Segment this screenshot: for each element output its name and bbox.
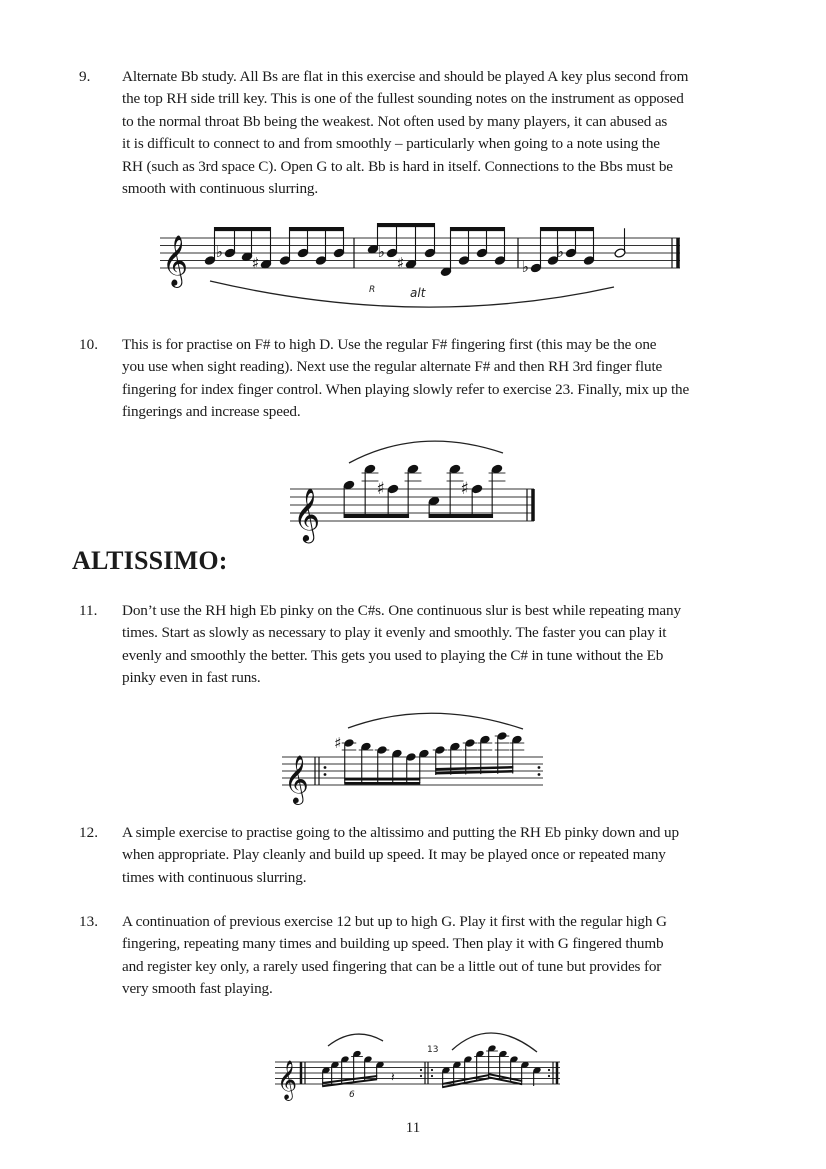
sharp-icon: ♯ (460, 479, 469, 499)
exercise-number: 9. (79, 68, 91, 85)
section-heading: ALTISSIMO: (72, 546, 228, 575)
flat-icon: ♭ (521, 257, 529, 277)
text-line: you use when sight reading). Next use the regular alternate F# and then RH 3rd finger flute (122, 358, 663, 376)
exercise-number: 11. (79, 602, 98, 619)
flat-icon: ♭ (556, 242, 564, 262)
text-line: it is difficult to connect to and from smoothly – particularly when going to a note using the (122, 135, 660, 153)
slur (328, 1034, 383, 1046)
text-line: when appropriate. Play cleanly and build up speed. It may be played once or repeated many (122, 846, 666, 864)
text-line: fingering for index finger control. When playing slowly refer to exercise 23. Finally, mix up the (122, 380, 690, 398)
sharp-icon: ♯ (396, 253, 405, 273)
quarter-rest-icon: 𝄽 (391, 1070, 395, 1084)
text-line: fingerings and increase speed. (122, 403, 301, 421)
tuplet-label: 6 (349, 1090, 355, 1100)
sharp-icon: ♯ (376, 479, 385, 499)
treble-clef-icon: 𝄞 (284, 754, 309, 803)
text-line: smooth with continuous slurring. (122, 180, 319, 198)
page-number: 11 (405, 1120, 421, 1136)
text-line: This is for practise on F# to high D. Use the regular F# fingering first (this may be the one (122, 336, 657, 353)
text-line: A continuation of previous exercise 12 but up to high G. Play it first with the regular high G (122, 913, 667, 930)
annotation-alt: alt (410, 286, 426, 300)
treble-clef-icon: 𝄞 (162, 235, 189, 286)
text-line: A simple exercise to practise going to the altissimo and putting the RH Eb pinky down and up (122, 824, 679, 841)
text-line: evenly and smoothly the better. This gets you used to playing the C# in tune without the Eb (122, 646, 664, 664)
flat-icon: ♭ (377, 242, 385, 262)
sharp-icon: ♯ (334, 734, 342, 752)
text-line: times. Start as slowly as necessary to play it evenly and smoothly. The faster you can play it (122, 624, 667, 642)
text-line: times with continuous slurring. (122, 868, 307, 886)
text-line: and register key only, a rarely used fingering that can be a little out of tune but provides for (122, 957, 662, 975)
text-line: fingering, repeating many times and building up speed. Then play it with G fingered thumb (122, 935, 664, 953)
text-line: to the normal throat Bb being the weakest. Not often used by many players, it can abused as (122, 112, 668, 130)
treble-clef-icon: 𝄞 (293, 487, 321, 541)
sharp-icon: ♯ (251, 253, 260, 273)
text-line: Alternate Bb study. All Bs are flat in this exercise and should be played A key plus second from (122, 68, 689, 85)
exercise-number: 10. (79, 336, 98, 353)
text-line: the top RH side trill key. This is one of the fullest sounding notes on the instrument as opposed (122, 90, 684, 108)
text-line: very smooth fast playing. (122, 980, 273, 998)
text-line: Don’t use the RH high Eb pinky on the C#s. One continuous slur is best while repeating many (122, 602, 681, 619)
text-line: pinky even in fast runs. (122, 669, 261, 687)
exercise-13-label: 13 (427, 1045, 439, 1055)
annotation-r: R (369, 285, 376, 295)
text-line: RH (such as 3rd space C). Open G to alt. Bb is hard in itself. Connections to the Bbs must be (122, 157, 673, 175)
exercise-number: 13. (79, 913, 98, 930)
exercise-number: 12. (79, 824, 98, 841)
flat-icon: ♭ (215, 242, 223, 262)
treble-clef-icon: 𝄞 (277, 1060, 298, 1100)
